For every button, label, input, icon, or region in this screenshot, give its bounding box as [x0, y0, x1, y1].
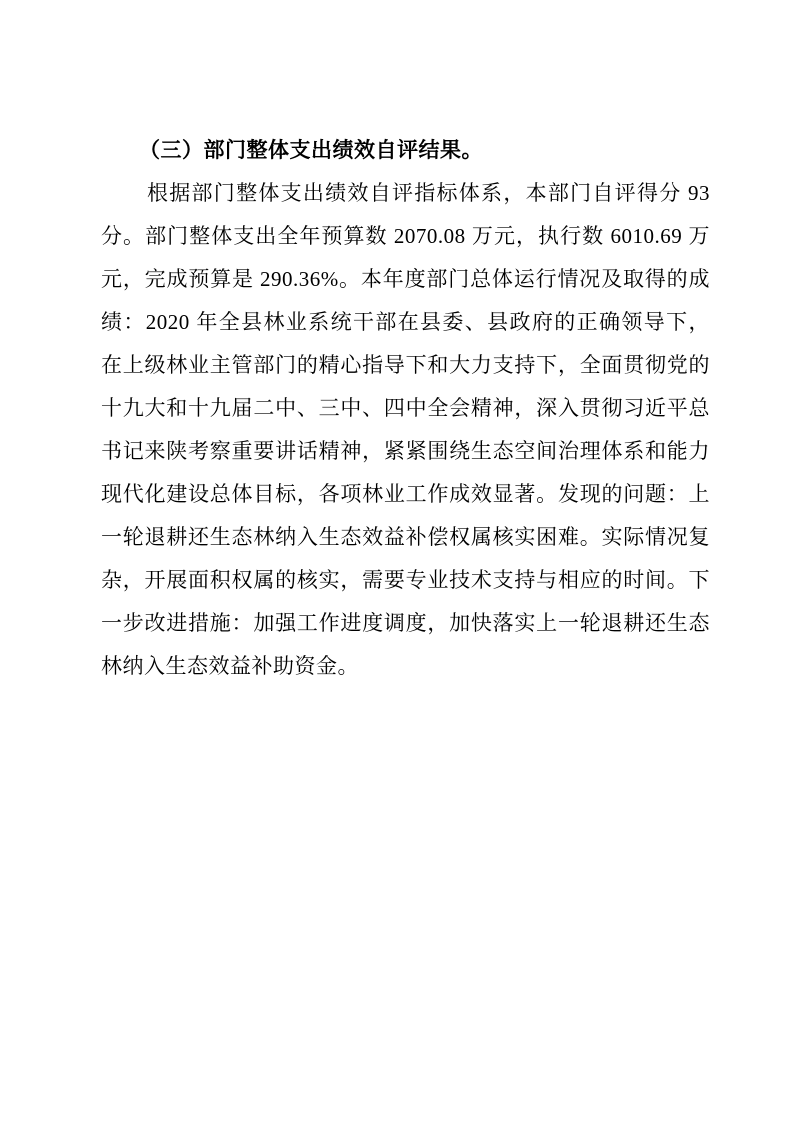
paragraph	[101, 172, 710, 688]
paragraph-line: 杂，开展面积权属的核实，需要专业技术支持与相应的时间。下	[101, 568, 710, 592]
paragraph-line: 林纳入生态效益补助资金。	[101, 654, 359, 678]
paragraph-line: 一步改进措施：加强工作进度调度，加快落实上一轮退耕还生态	[101, 611, 710, 635]
paragraph-line: 在上级林业主管部门的精心指导下和大力支持下，全面贯彻党的	[101, 353, 710, 377]
paragraph-line: 书记来陕考察重要讲话精神，紧紧围绕生态空间治理体系和能力	[101, 439, 710, 463]
section-heading: （三）部门整体支出绩效自评结果。	[139, 138, 483, 162]
paragraph-line: 元，完成预算是 290.36%。本年度部门总体运行情况及取得的成	[101, 267, 710, 291]
paragraph-line: 分。部门整体支出全年预算数 2070.08 万元，执行数 6010.69 万	[101, 224, 710, 248]
paragraph-line: 现代化建设总体目标，各项林业工作成效显著。发现的问题：上	[101, 482, 710, 506]
text-block	[101, 129, 710, 688]
paragraph-line: 十九大和十九届二中、三中、四中全会精神，深入贯彻习近平总	[101, 396, 710, 420]
paragraph-line: 根据部门整体支出绩效自评指标体系，本部门自评得分 93	[147, 181, 710, 205]
paragraph-line: 一轮退耕还生态林纳入生态效益补偿权属核实困难。实际情况复	[101, 525, 710, 549]
paragraph-line: 绩：2020 年全县林业系统干部在县委、县政府的正确领导下，	[101, 310, 710, 334]
